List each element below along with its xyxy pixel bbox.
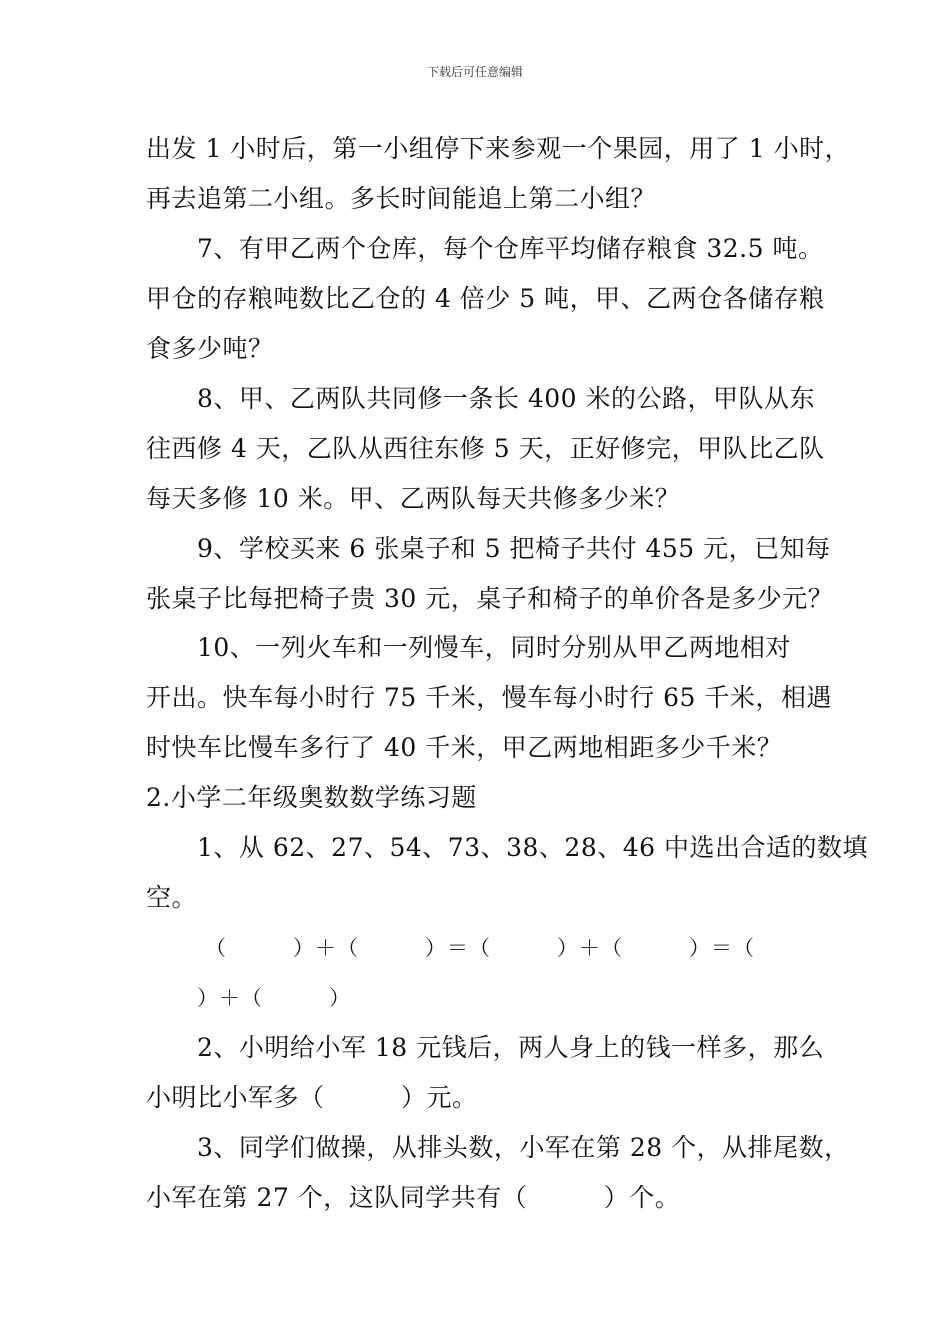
text-line: 空。 [146,883,198,912]
page-header: 下载后可任意编辑 [426,65,523,79]
text-line: 小明比小军多（ ）元。 [146,1083,478,1112]
problem-9: 9、学校买来 6 张桌子和 5 把椅子共付 455 元，已知每 [197,534,831,563]
text-line: 每天多修 10 米。甲、乙两队每天共修多少米？ [146,484,681,513]
text-line: 出发 1 小时后，第一小组停下来参观一个果园，用了 1 小时， [146,134,851,163]
text-line: 时快车比慢车多行了 40 千米，甲乙两地相距多少千米？ [146,733,783,762]
problem-10: 10、一列火车和一列慢车，同时分别从甲乙两地相对 [197,633,791,662]
text-line: 再去追第二小组。多长时间能追上第二小组？ [146,184,657,213]
text-line: 张桌子比每把椅子贵 30 元，桌子和椅子的单价各是多少元？ [146,584,834,613]
blank-equation: ）＋（ ） [197,986,351,1010]
section-heading: 2.小学二年级奥数数学练习题 [146,783,477,812]
problem-8: 8、甲、乙两队共同修一条长 400 米的公路，甲队从东 [197,384,816,413]
blank-equation: （ ）＋（ ）＝（ ）＋（ ）＝（ [205,936,755,960]
problem-2: 2、小明给小军 18 元钱后，两人身上的钱一样多，那么 [197,1033,825,1062]
text-line: 食多少吨？ [146,334,274,363]
text-line: 小军在第 27 个，这队同学共有（ ）个。 [146,1183,681,1212]
problem-7: 7、有甲乙两个仓库，每个仓库平均储存粮食 32.5 吨。 [197,234,824,263]
text-line: 往西修 4 天，乙队从西往东修 5 天，正好修完，甲队比乙队 [146,434,825,463]
problem-3: 3、同学们做操，从排头数，小军在第 28 个，从排尾数， [197,1133,850,1162]
text-line: 开出。快车每小时行 75 千米，慢车每小时行 65 千米，相遇 [146,683,832,712]
text-line: 甲仓的存粮吨数比乙仓的 4 倍少 5 吨，甲、乙两仓各储存粮 [146,284,825,313]
problem-1: 1、从 62、27、54、73、38、28、46 中选出合适的数填 [197,833,868,862]
